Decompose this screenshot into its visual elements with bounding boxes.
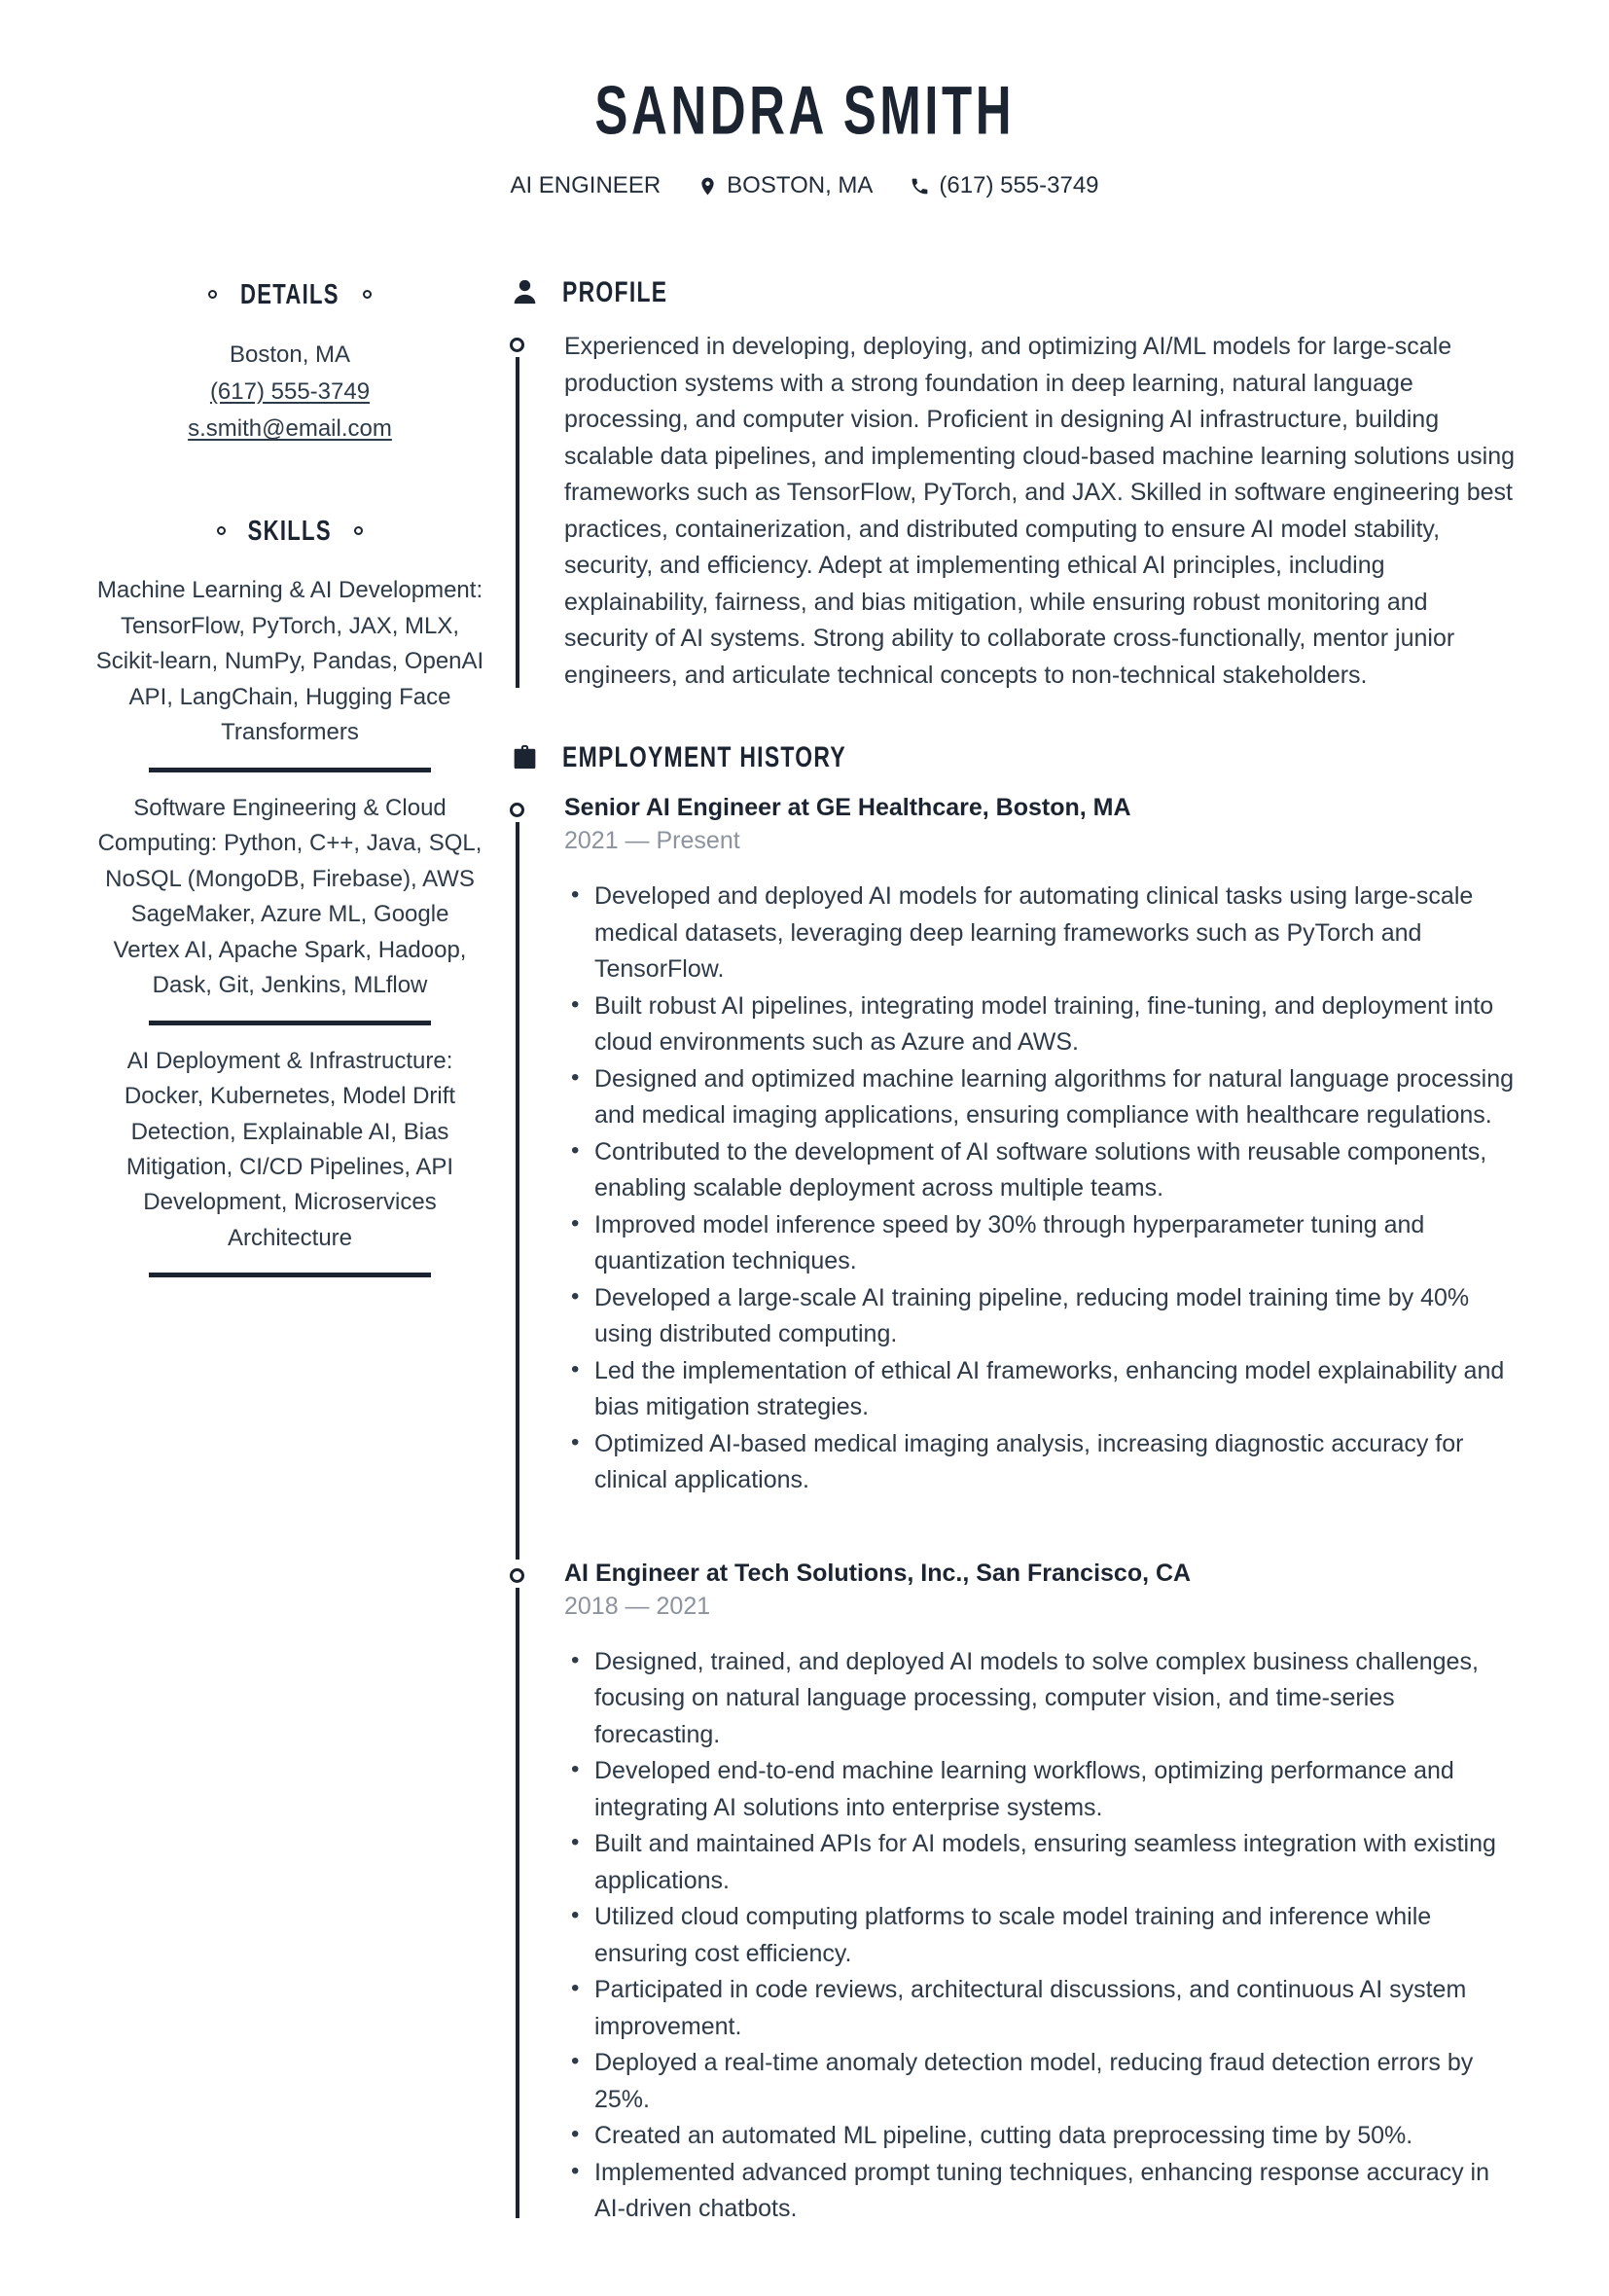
skill-group: Machine Learning & AI Development: TensorFlow, PyTorch, JAX, MLX, Scikit-learn, NumPy, Pandas, OpenAI API, LangChain, Hugging Face Transformers	[95, 577, 484, 746]
header-phone: (617) 555-3749	[939, 172, 1099, 198]
header-subtitle	[0, 172, 1609, 199]
candidate-name: SANDRA SMITH	[594, 71, 1015, 150]
sidebar	[95, 275, 484, 1342]
entry-heading: AI Engineer at Tech Solutions, Inc., San Francisco, CA	[564, 1559, 1192, 1587]
bullet-item: • Designed, trained, and deployed AI models to solve complex business challenges, focusing on natural language processing, computer vision, and time-series forecasting.	[564, 1644, 1517, 1754]
details-header	[95, 275, 484, 314]
bullet-item: • Utilized cloud computing platforms to scale model training and inference while ensuring cost efficiency.	[564, 1899, 1517, 1972]
bullet-item: • Led the implementation of ethical AI frameworks, enhancing model explainability and bias mitigation strategies.	[564, 1353, 1517, 1426]
skills-section	[95, 512, 484, 1277]
employment-title: EMPLOYMENT HISTORY	[562, 740, 847, 773]
bullet-item: • Developed and deployed AI models for automating clinical tasks using large-scale medical datasets, leveraging deep learning frameworks such as PyTorch and TensorFlow.	[564, 879, 1517, 988]
bullet-item: • Implemented advanced prompt tuning techniques, enhancing response accuracy in AI-driven chatbots.	[564, 2155, 1517, 2228]
ring-decoration-icon	[217, 526, 226, 535]
employment-entry	[510, 794, 1517, 1499]
bullet-item: • Contributed to the development of AI software solutions with reusable components, enabling scalable deployment across multiple teams.	[564, 1134, 1517, 1207]
profile-timeline-block	[510, 329, 1517, 694]
resume-header	[0, 0, 1609, 199]
job-title: AI ENGINEER	[510, 172, 661, 198]
entry-dates: 2021 — Present	[564, 827, 740, 854]
details-title: DETAILS	[240, 277, 340, 310]
main-column	[510, 275, 1517, 2228]
skill-divider	[149, 768, 431, 772]
bullet-item: • Created an automated ML pipeline, cutting data preprocessing time by 50%.	[564, 2118, 1517, 2155]
profile-section	[510, 277, 1517, 694]
phone-item	[910, 172, 1098, 199]
details-section	[95, 275, 484, 448]
ring-decoration-icon	[354, 526, 363, 535]
entry-heading: Senior AI Engineer at GE Healthcare, Boston, MA	[564, 794, 1131, 821]
profile-title: PROFILE	[562, 275, 668, 308]
bullet-item: • Participated in code reviews, architectural discussions, and continuous AI system improvement.	[564, 1972, 1517, 2045]
details-email-link[interactable]: s.smith@email.com	[188, 415, 392, 443]
skills-header	[95, 512, 484, 551]
skills-title: SKILLS	[247, 514, 333, 547]
ring-decoration-icon	[363, 290, 372, 299]
bullet-item: • Built and maintained APIs for AI models, ensuring seamless integration with existing applications.	[564, 1826, 1517, 1899]
details-phone-link[interactable]: (617) 555-3749	[209, 377, 371, 405]
entry-dates: 2018 — 2021	[564, 1592, 711, 1620]
ring-decoration-icon	[208, 290, 217, 299]
bullet-item: • Designed and optimized machine learning algorithms for natural language processing and medical imaging applications, ensuring compliance with healthcare regulations.	[564, 1061, 1517, 1134]
profile-section-header	[510, 277, 1517, 307]
bullet-item: • Developed end-to-end machine learning workflows, optimizing performance and integrating AI solutions into enterprise systems.	[564, 1753, 1517, 1826]
entry-bullet-list	[564, 879, 1517, 1499]
header-location: BOSTON, MA	[727, 172, 874, 198]
bullet-item: • Deployed a real-time anomaly detection model, reducing fraud detection errors by 25%.	[564, 2045, 1517, 2118]
phone-icon	[910, 176, 930, 197]
briefcase-icon	[510, 742, 540, 772]
skill-group: AI Deployment & Infrastructure: Docker, Kubernetes, Model Drift Detection, Explainable AI, Bias Mitigation, CI/CD Pipelines, API Development, Microservices Architecture	[124, 1047, 456, 1251]
user-icon	[510, 277, 540, 307]
location-item	[697, 172, 873, 199]
skill-divider	[149, 1273, 431, 1277]
skill-divider	[149, 1021, 431, 1025]
bullet-item: • Optimized AI-based medical imaging analysis, increasing diagnostic accuracy for clinical applications.	[564, 1426, 1517, 1499]
job-title-item	[510, 172, 661, 199]
location-pin-icon	[697, 176, 718, 197]
bullet-item: • Improved model inference speed by 30% through hyperparameter tuning and quantization techniques.	[564, 1207, 1517, 1280]
profile-text: Experienced in developing, deploying, and optimizing AI/ML models for large-scale production systems with a strong foundation in deep learning, natural language processing, and computer vision. Proficient in designing AI infrastructure, building scalable data pipelines, and implementing cloud-based machine learning solutions using frameworks such as TensorFlow, PyTorch, and JAX. Skilled in software engineering best practices, containerization, and distributed computing to ensure AI model stability, security, and efficiency. Adept at implementing ethical AI principles, including explainability, fairness, and bias mitigation, while ensuring robust monitoring and security of AI systems. Strong ability to collaborate cross-functionally, mentor junior engineers, and articulate technical concepts to non-technical stakeholders.	[564, 333, 1516, 689]
employment-entry	[510, 1560, 1517, 2228]
skill-group: Software Engineering & Cloud Computing: Python, C++, Java, SQL, NoSQL (MongoDB, Firebase), AWS SageMaker, Azure ML, Google Vertex AI, Apache Spark, Hadoop, Dask, Git, Jenkins, MLflow	[97, 794, 483, 999]
employment-section-header	[510, 742, 1517, 772]
content-columns	[0, 199, 1609, 2296]
entry-bullet-list	[564, 1644, 1517, 2228]
bullet-item: • Built robust AI pipelines, integrating model training, fine-tuning, and deployment into cloud environments such as Azure and AWS.	[564, 988, 1517, 1061]
bullet-item: • Developed a large-scale AI training pipeline, reducing model training time by 40% using distributed computing.	[564, 1280, 1517, 1353]
details-location: Boston, MA	[229, 341, 351, 368]
employment-section	[510, 742, 1517, 2228]
